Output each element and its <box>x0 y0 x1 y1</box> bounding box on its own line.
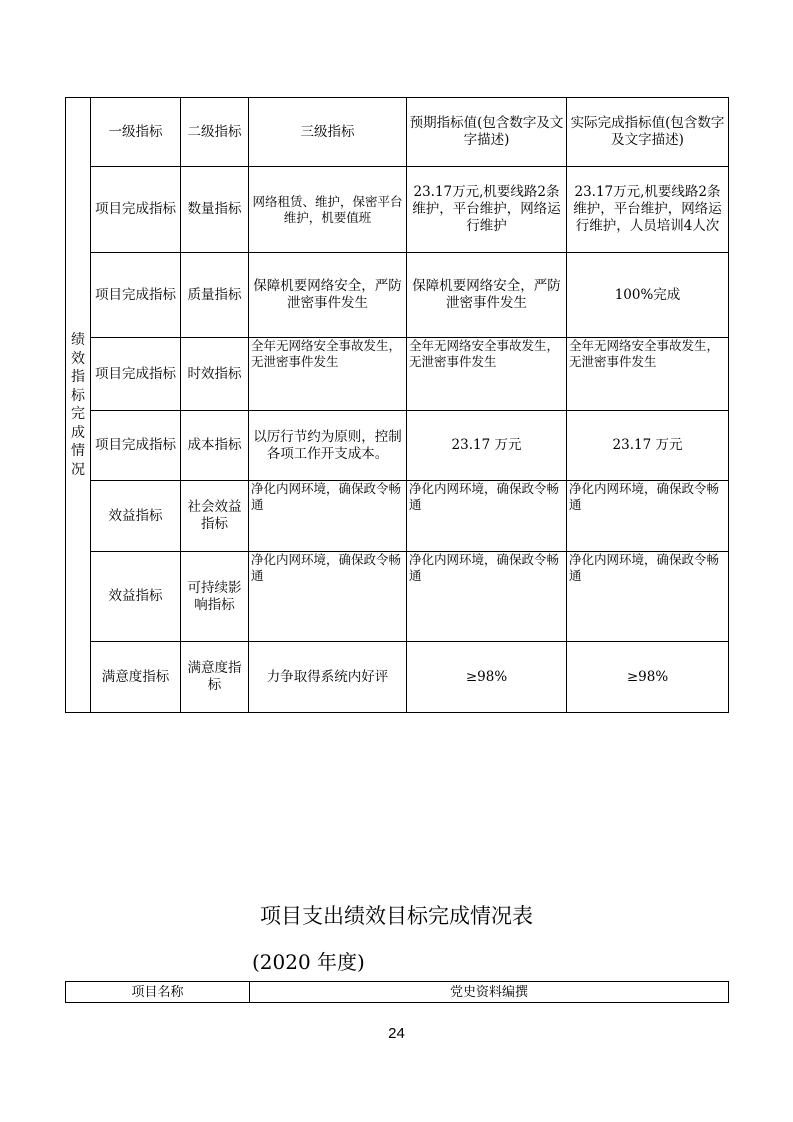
actual-cell: 23.17万元,机要线路2条维护，平台维护，网络运行维护，人员培训4人次 <box>567 167 729 253</box>
page-title: 项目支出绩效目标完成情况表 <box>260 904 533 928</box>
expected-cell: 23.17 万元 <box>407 411 567 481</box>
expected-cell: ≥98% <box>407 642 567 713</box>
table-row <box>66 411 729 481</box>
actual-cell: 100%完成 <box>567 253 729 338</box>
project-name-row <box>66 982 729 1003</box>
actual-cell: 净化内网环境，确保政令畅通 <box>567 552 729 642</box>
table-row <box>66 253 729 338</box>
header-level2: 二级指标 <box>181 98 249 167</box>
page-number: 24 <box>388 1025 405 1042</box>
level1-cell: 项目完成指标 <box>91 253 181 338</box>
actual-cell: 净化内网环境，确保政令畅通 <box>567 481 729 552</box>
level2-cell: 成本指标 <box>181 411 249 481</box>
level3-cell: 全年无网络安全事故发生，无泄密事件发生 <box>249 338 407 411</box>
project-name-label: 项目名称 <box>66 982 250 1003</box>
table-row <box>66 338 729 411</box>
performance-table <box>65 97 729 713</box>
table-row <box>66 552 729 642</box>
level2-cell: 社会效益指标 <box>181 481 249 552</box>
header-level1: 一级指标 <box>91 98 181 167</box>
table-row <box>66 167 729 253</box>
table-row <box>66 642 729 713</box>
table-row <box>66 481 729 552</box>
actual-cell: ≥98% <box>567 642 729 713</box>
expected-cell: 净化内网环境，确保政令畅通 <box>407 552 567 642</box>
project-summary-table <box>65 981 729 1003</box>
level2-cell: 满意度指标 <box>181 642 249 713</box>
level1-cell: 项目完成指标 <box>91 338 181 411</box>
level1-cell: 项目完成指标 <box>91 167 181 253</box>
level3-cell: 力争取得系统内好评 <box>249 642 407 713</box>
level2-cell: 质量指标 <box>181 253 249 338</box>
level3-cell: 以厉行节约为原则，控制各项工作开支成本。 <box>249 411 407 481</box>
level3-cell: 保障机要网络安全，严防泄密事件发生 <box>249 253 407 338</box>
level3-cell: 网络租赁、维护，保密平台维护，机要值班 <box>249 167 407 253</box>
header-actual: 实际完成指标值(包含数字及文字描述) <box>567 98 729 167</box>
level1-cell: 效益指标 <box>91 481 181 552</box>
level2-cell: 时效指标 <box>181 338 249 411</box>
level1-cell: 满意度指标 <box>91 642 181 713</box>
actual-cell: 23.17 万元 <box>567 411 729 481</box>
level3-cell: 净化内网环境，确保政令畅通 <box>249 481 407 552</box>
level2-cell: 数量指标 <box>181 167 249 253</box>
year-label: (2020 年度) <box>252 950 365 974</box>
level3-cell: 净化内网环境，确保政令畅通 <box>249 552 407 642</box>
header-expected: 预期指标值(包含数字及文字描述) <box>407 98 567 167</box>
expected-cell: 净化内网环境，确保政令畅通 <box>407 481 567 552</box>
section-label: 绩 效 指 标 完 成 情 况 <box>66 98 91 713</box>
level1-cell: 效益指标 <box>91 552 181 642</box>
actual-cell: 全年无网络安全事故发生，无泄密事件发生 <box>567 338 729 411</box>
header-row <box>66 98 729 167</box>
expected-cell: 保障机要网络安全，严防泄密事件发生 <box>407 253 567 338</box>
expected-cell: 23.17万元,机要线路2条维护，平台维护，网络运行维护 <box>407 167 567 253</box>
expected-cell: 全年无网络安全事故发生，无泄密事件发生 <box>407 338 567 411</box>
level1-cell: 项目完成指标 <box>91 411 181 481</box>
project-name-value: 党史资料编撰 <box>250 982 729 1003</box>
level2-cell: 可持续影响指标 <box>181 552 249 642</box>
header-level3: 三级指标 <box>249 98 407 167</box>
